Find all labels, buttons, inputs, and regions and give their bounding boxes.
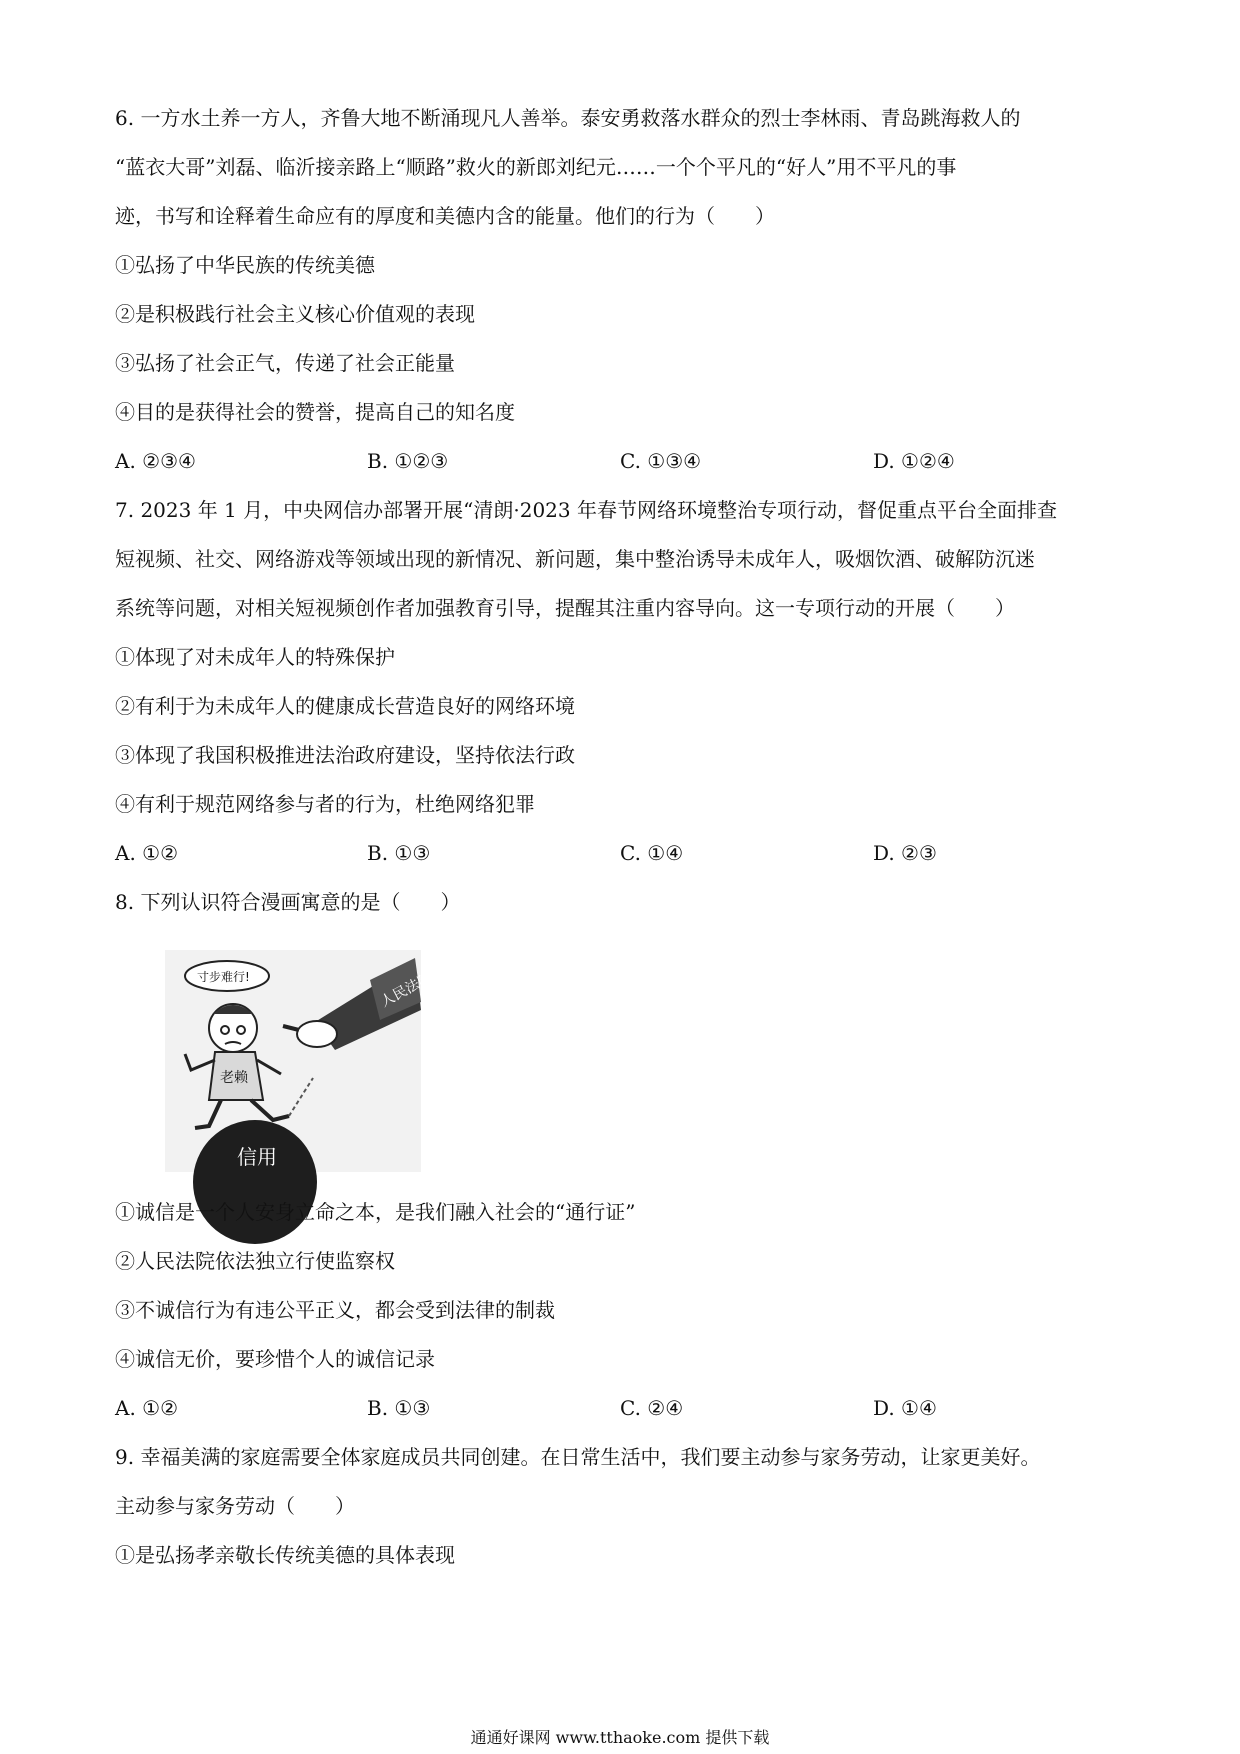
question-6-option-c: C. ①③④ bbox=[620, 449, 702, 473]
question-6-statement-3: ③弘扬了社会正气，传递了社会正能量 bbox=[115, 351, 455, 375]
cartoon-shirt-text: 老赖 bbox=[220, 1070, 248, 1086]
question-8-statement-3: ③不诚信行为有违公平正义，都会受到法律的制裁 bbox=[115, 1298, 555, 1322]
question-7-option-c: C. ①④ bbox=[620, 841, 684, 865]
question-7-line-3: 系统等问题，对相关短视频创作者加强教育引导，提醒其注重内容导向。这一专项行动的开展（ ） bbox=[115, 596, 1015, 620]
question-6-line-3: 迹，书写和诠释着生命应有的厚度和美德内含的能量。他们的行为（ ） bbox=[115, 204, 775, 228]
question-7-statement-3: ③体现了我国积极推进法治政府建设，坚持依法行政 bbox=[115, 743, 575, 767]
question-7-line-1: 7. 2023 年 1 月，中央网信办部署开展“清朗·2023 年春节网络环境整治专项行动，督促重点平台全面排查 bbox=[115, 498, 1057, 522]
question-9-line-2: 主动参与家务劳动（ ） bbox=[115, 1494, 355, 1518]
cartoon-sleeve-text: 人民法院 bbox=[378, 969, 436, 1011]
cartoon-drawing bbox=[165, 950, 436, 1172]
page-footer: 通通好课网 www.tthaoke.com 提供下载 bbox=[470, 1728, 770, 1747]
question-7-statement-2: ②有利于为未成年人的健康成长营造良好的网络环境 bbox=[115, 694, 575, 718]
question-6-option-b: B. ①②③ bbox=[367, 449, 449, 473]
question-6-statement-2: ②是积极践行社会主义核心价值观的表现 bbox=[115, 302, 475, 326]
question-7-line-2: 短视频、社交、网络游戏等领域出现的新情况、新问题，集中整治诱导未成年人，吸烟饮酒、破解防沉迷 bbox=[115, 547, 1035, 571]
question-8-option-c: C. ②④ bbox=[620, 1396, 684, 1420]
question-8-statement-2: ②人民法院依法独立行使监察权 bbox=[115, 1249, 395, 1273]
question-7-statement-1: ①体现了对未成年人的特殊保护 bbox=[115, 645, 395, 669]
question-6-line-2: “蓝衣大哥”刘磊、临沂接亲路上“顺路”救火的新郎刘纪元……一个个平凡的“好人”用不平凡的事 bbox=[115, 155, 957, 179]
question-8-line-1: 8. 下列认识符合漫画寓意的是（ ） bbox=[115, 890, 461, 914]
cartoon-image bbox=[165, 950, 436, 1172]
question-8-statement-4: ④诚信无价，要珍惜个人的诚信记录 bbox=[115, 1347, 435, 1371]
cartoon-bubble-text: 寸步难行! bbox=[197, 970, 250, 984]
question-8-option-d: D. ①④ bbox=[873, 1396, 937, 1420]
question-8-option-a: A. ①② bbox=[115, 1396, 179, 1420]
question-7-option-d: D. ②③ bbox=[873, 841, 937, 865]
question-9-line-1: 9. 幸福美满的家庭需要全体家庭成员共同创建。在日常生活中，我们要主动参与家务劳动，让家更美好。 bbox=[115, 1445, 1041, 1469]
question-7-option-b: B. ①③ bbox=[367, 841, 431, 865]
question-8-option-b: B. ①③ bbox=[367, 1396, 431, 1420]
question-6-statement-1: ①弘扬了中华民族的传统美德 bbox=[115, 253, 375, 277]
question-6-option-a: A. ②③④ bbox=[115, 449, 196, 473]
cartoon-ball-text: 信用 bbox=[237, 1145, 277, 1169]
question-8-statement-1: ①诚信是一个人安身立命之本，是我们融入社会的“通行证” bbox=[115, 1200, 636, 1224]
question-6-line-1: 6. 一方水土养一方人，齐鲁大地不断涌现凡人善举。泰安勇救落水群众的烈士李林雨、青岛跳海救人的 bbox=[115, 106, 1021, 130]
question-6-statement-4: ④目的是获得社会的赞誉，提高自己的知名度 bbox=[115, 400, 515, 424]
question-6-option-d: D. ①②④ bbox=[873, 449, 955, 473]
question-7-option-a: A. ①② bbox=[115, 841, 179, 865]
question-9-statement-1: ①是弘扬孝亲敬长传统美德的具体表现 bbox=[115, 1543, 455, 1567]
question-7-statement-4: ④有利于规范网络参与者的行为，杜绝网络犯罪 bbox=[115, 792, 535, 816]
